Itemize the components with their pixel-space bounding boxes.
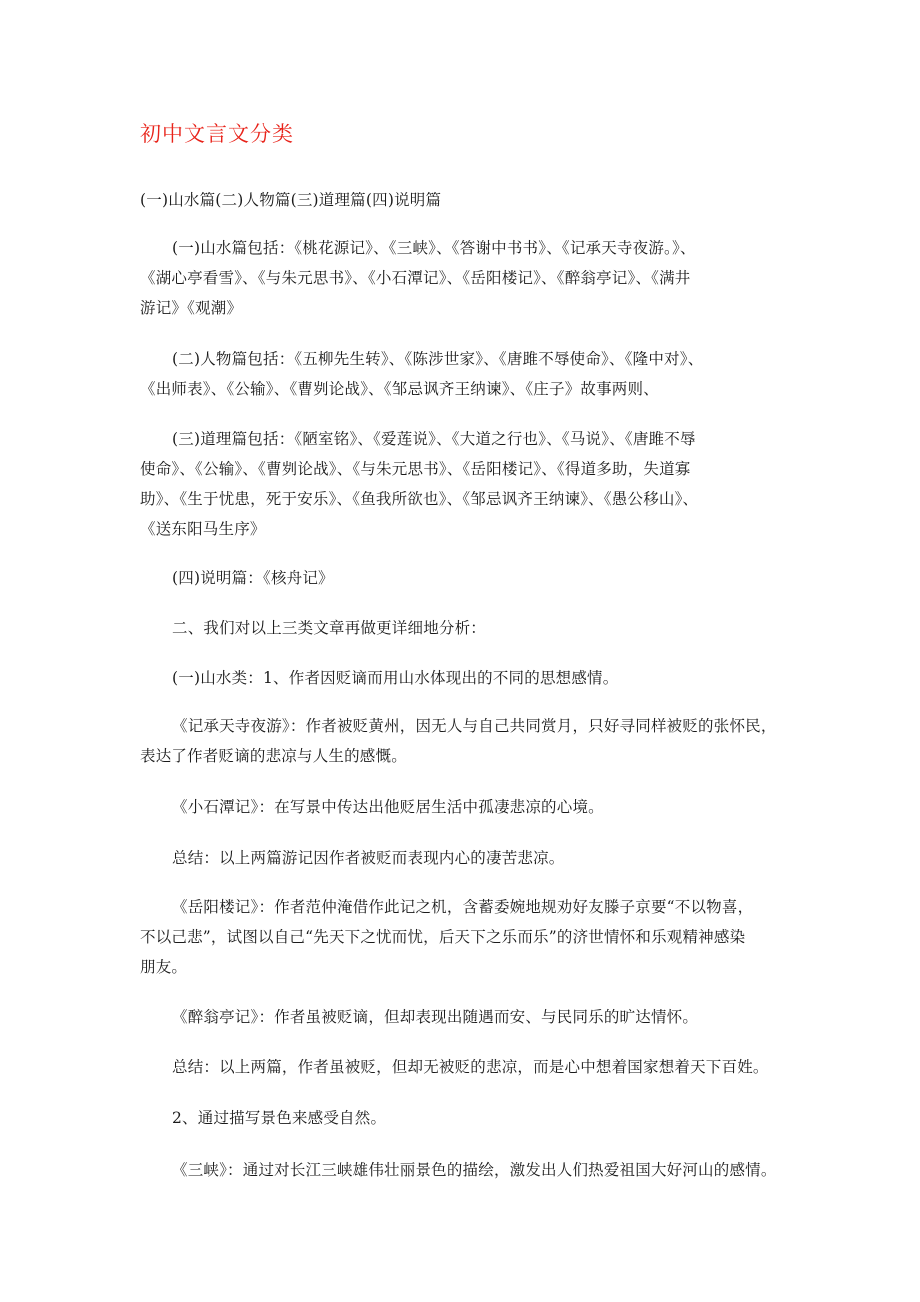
- text-line: 《记承天寺夜游》：作者被贬黄州，因无人与自己共同赏月，只好寻同样被贬的张怀民，: [172, 717, 777, 735]
- text-line: 《醉翁亭记》：作者虽被贬谪，但却表现出随遇而安、与民同乐的旷达情怀。: [172, 1008, 699, 1026]
- text-line: 二、我们对以上三类文章再做更详细地分析：: [172, 619, 487, 637]
- text-line: 游记》《观潮》: [140, 299, 243, 317]
- text-line: 《送东阳马生序》: [140, 520, 266, 538]
- text-line: (四)说明篇：《核舟记》: [172, 569, 334, 587]
- text-line: 《小石潭记》：在写景中传达出他贬居生活中孤凄悲凉的心境。: [172, 798, 604, 816]
- text-line: 朋友。: [140, 958, 188, 976]
- text-line: 不以己悲”，试图以自己“先天下之忧而忧，后天下之乐而乐”的济世情怀和乐观精神感染: [140, 928, 746, 946]
- text-line: 《出师表》、《公输》、《曹刿论战》、《邹忌讽齐王纳谏》、《庄子》故事两则、: [140, 380, 659, 398]
- text-line: (一)山水篇包括：《桃花源记》、《三峡》、《答谢中书书》、《记承天寺夜游。》、: [172, 239, 696, 257]
- text-line: 《岳阳楼记》：作者范仲淹借作此记之机，含蓄委婉地规劝好友滕子京要“不以物喜，: [172, 898, 754, 916]
- text-line: 总结：以上两篇，作者虽被贬，但却无被贬的悲凉，而是心中想着国家想着天下百姓。: [172, 1058, 769, 1076]
- text-line: (二)人物篇包括：《五柳先生转》、《陈涉世家》、《唐雎不辱使命》、《隆中对》、: [172, 350, 704, 368]
- text-line: (一)山水篇(二)人物篇(三)道理篇(四)说明篇: [140, 191, 442, 209]
- text-line: 助》、《生于忧患，死于安乐》、《鱼我所欲也》、《邹忌讽齐王纳谏》、《愚公移山》、: [140, 490, 699, 508]
- text-line: 2、通过描写景色来感受自然。: [172, 1109, 387, 1127]
- text-line: (一)山水类：1、作者因贬谪而用山水体现出的不同的思想感情。: [172, 669, 619, 687]
- text-line: 表达了作者贬谪的悲凉与人生的感慨。: [140, 747, 407, 765]
- text-line: 使命》、《公输》、《曹刿论战》、《与朱元思书》、《岳阳楼记》、《得道多助，失道寡: [140, 460, 691, 478]
- text-line: 总结：以上两篇游记因作者被贬而表现内心的凄苦悲凉。: [172, 849, 565, 867]
- text-line: (三)道理篇包括：《陋室铭》、《爱莲说》、《大道之行也》、《马说》、《唐雎不辱: [172, 430, 696, 448]
- document-title: 初中文言文分类: [140, 122, 294, 146]
- text-line: 《三峡》：通过对长江三峡雄伟壮丽景色的描绘，激发出人们热爱祖国大好河山的感情。: [172, 1161, 777, 1179]
- text-line: 《湖心亭看雪》、《与朱元思书》、《小石潭记》、《岳阳楼记》、《醉翁亭记》、《满井: [140, 269, 691, 287]
